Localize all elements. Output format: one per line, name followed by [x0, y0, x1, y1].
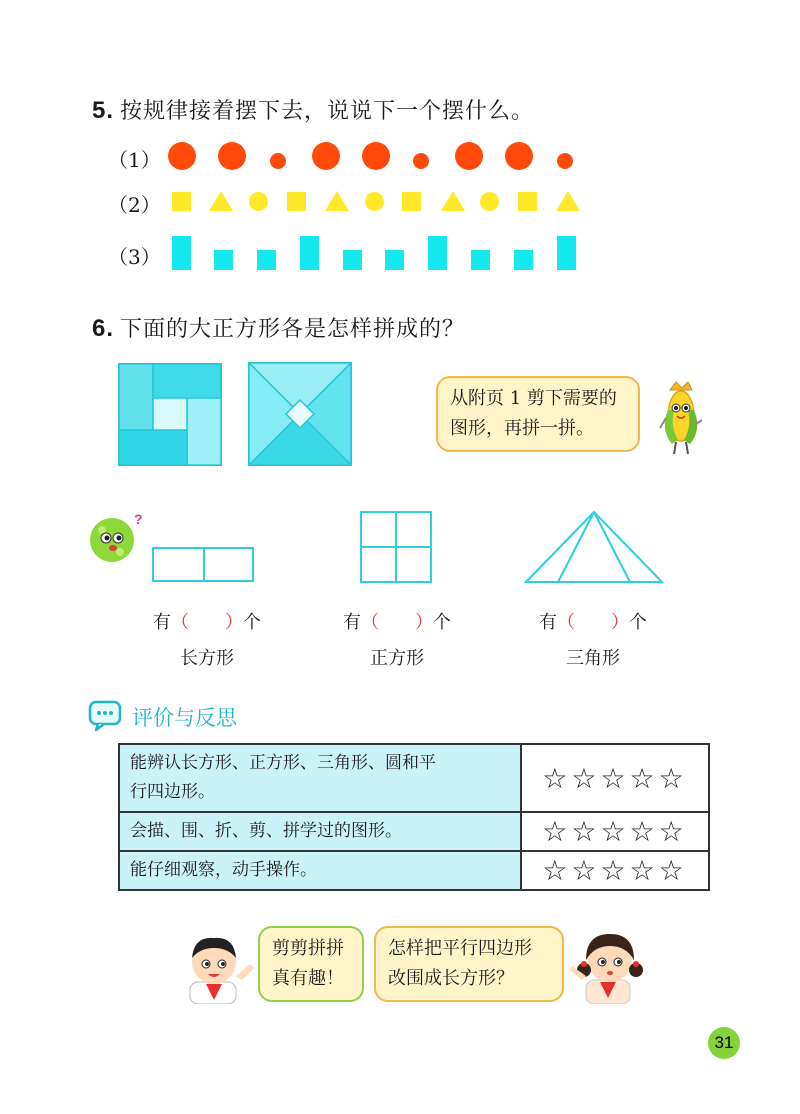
- short-square-shape: [471, 250, 490, 270]
- yellow-circle-shape: [365, 192, 384, 211]
- answer-blank[interactable]: （ ）: [361, 612, 433, 633]
- big-circle-shape: [218, 142, 246, 170]
- page-number: 31: [708, 1027, 740, 1059]
- short-square-shape: [385, 250, 404, 270]
- corn-mascot-icon: [652, 380, 710, 456]
- criterion-cell: [119, 812, 521, 851]
- boy-speech-bubble: [258, 926, 364, 1002]
- triangles-figure: [524, 510, 664, 584]
- yellow-circle-shape: [249, 192, 268, 211]
- star-rating[interactable]: ☆☆☆☆☆: [521, 812, 709, 851]
- star-rating[interactable]: ☆☆☆☆☆: [521, 744, 709, 812]
- row-label-1: （1）: [108, 148, 161, 172]
- pinwheel-square-figure: [118, 363, 222, 466]
- caption-prefix: 有: [539, 612, 557, 633]
- caption-shape: 正方形: [370, 648, 424, 669]
- criterion-line: 会描、围、折、剪、拼学过的图形。: [130, 821, 402, 841]
- big-circle-shape: [362, 142, 390, 170]
- short-square-shape: [257, 250, 276, 270]
- yellow-triangle-shape: [325, 191, 349, 211]
- yellow-square-shape: [402, 192, 421, 211]
- big-circle-shape: [455, 142, 483, 170]
- answer-blank[interactable]: （ ）: [557, 612, 629, 633]
- big-circle-shape: [168, 142, 196, 170]
- yellow-circle-shape: [480, 192, 499, 211]
- yellow-square-shape: [172, 192, 191, 211]
- evaluation-title: 评价与反思: [132, 707, 237, 730]
- question-text: 下面的大正方形各是怎样拼成的？: [120, 317, 466, 342]
- yellow-triangle-shape: [209, 191, 233, 211]
- girl-speech-line: 改围成长方形？: [388, 968, 514, 989]
- table-row: [119, 744, 709, 812]
- criterion-line: 行四边形。: [130, 782, 215, 802]
- caption-prefix: 有: [343, 612, 361, 633]
- yellow-triangle-shape: [441, 191, 465, 211]
- short-square-shape: [343, 250, 362, 270]
- question-6-title: [92, 312, 465, 343]
- yellow-square-shape: [518, 192, 537, 211]
- table-row: [119, 851, 709, 890]
- girl-speech-bubble: [374, 926, 564, 1002]
- answer-blank[interactable]: （ ）: [171, 612, 243, 633]
- tall-bar-shape: [557, 236, 576, 270]
- caption-squares: [332, 608, 462, 670]
- boy-speech-line: 真有趣！: [272, 968, 344, 989]
- evaluation-table: [118, 743, 710, 891]
- four-squares-figure: [360, 511, 432, 583]
- yellow-triangle-shape: [556, 191, 580, 211]
- tall-bar-shape: [300, 236, 319, 270]
- small-circle-shape: [557, 153, 573, 169]
- hint-line-1: 从附页 1 剪下需要的: [450, 388, 617, 409]
- small-circle-shape: [270, 153, 286, 169]
- star-rating[interactable]: ☆☆☆☆☆: [521, 851, 709, 890]
- table-row: [119, 812, 709, 851]
- caption-shape: 长方形: [180, 648, 234, 669]
- criterion-line: 能仔细观察，动手操作。: [130, 860, 317, 880]
- tall-bar-shape: [172, 236, 191, 270]
- caption-suffix: 个: [243, 612, 261, 633]
- girl-avatar: [566, 920, 650, 1004]
- question-5-title: [92, 94, 534, 125]
- big-circle-shape: [505, 142, 533, 170]
- tall-bar-shape: [428, 236, 447, 270]
- criterion-cell: [119, 744, 521, 812]
- short-square-shape: [514, 250, 533, 270]
- chat-bubble-icon: [88, 700, 124, 732]
- boy-speech-line: 剪剪拼拼: [272, 938, 344, 959]
- triangle-square-figure: [248, 362, 352, 466]
- big-circle-shape: [312, 142, 340, 170]
- hint-line-2: 图形，再拼一拼。: [450, 418, 594, 439]
- question-number: 6.: [92, 315, 115, 342]
- question-number: 5.: [92, 97, 115, 124]
- small-circle-shape: [413, 153, 429, 169]
- caption-shape: 三角形: [566, 648, 620, 669]
- boy-avatar: [176, 926, 260, 1004]
- caption-suffix: 个: [629, 612, 647, 633]
- green-ball-mascot-icon: [86, 508, 150, 566]
- row-label-2: （2）: [108, 193, 161, 217]
- caption-rectangles: [142, 608, 272, 670]
- yellow-square-shape: [287, 192, 306, 211]
- criterion-line: 能辨认长方形、正方形、三角形、圆和平: [130, 753, 436, 773]
- row-label-3: （3）: [108, 245, 161, 269]
- hint-bubble: [436, 376, 640, 452]
- two-rectangles-figure: [152, 547, 254, 583]
- question-text: 按规律接着摆下去，说说下一个摆什么。: [120, 99, 535, 124]
- girl-speech-line: 怎样把平行四边形: [388, 938, 532, 959]
- svg-text:?: ?: [134, 511, 143, 527]
- caption-prefix: 有: [153, 612, 171, 633]
- short-square-shape: [214, 250, 233, 270]
- criterion-cell: [119, 851, 521, 890]
- caption-suffix: 个: [433, 612, 451, 633]
- caption-triangles: [528, 608, 658, 670]
